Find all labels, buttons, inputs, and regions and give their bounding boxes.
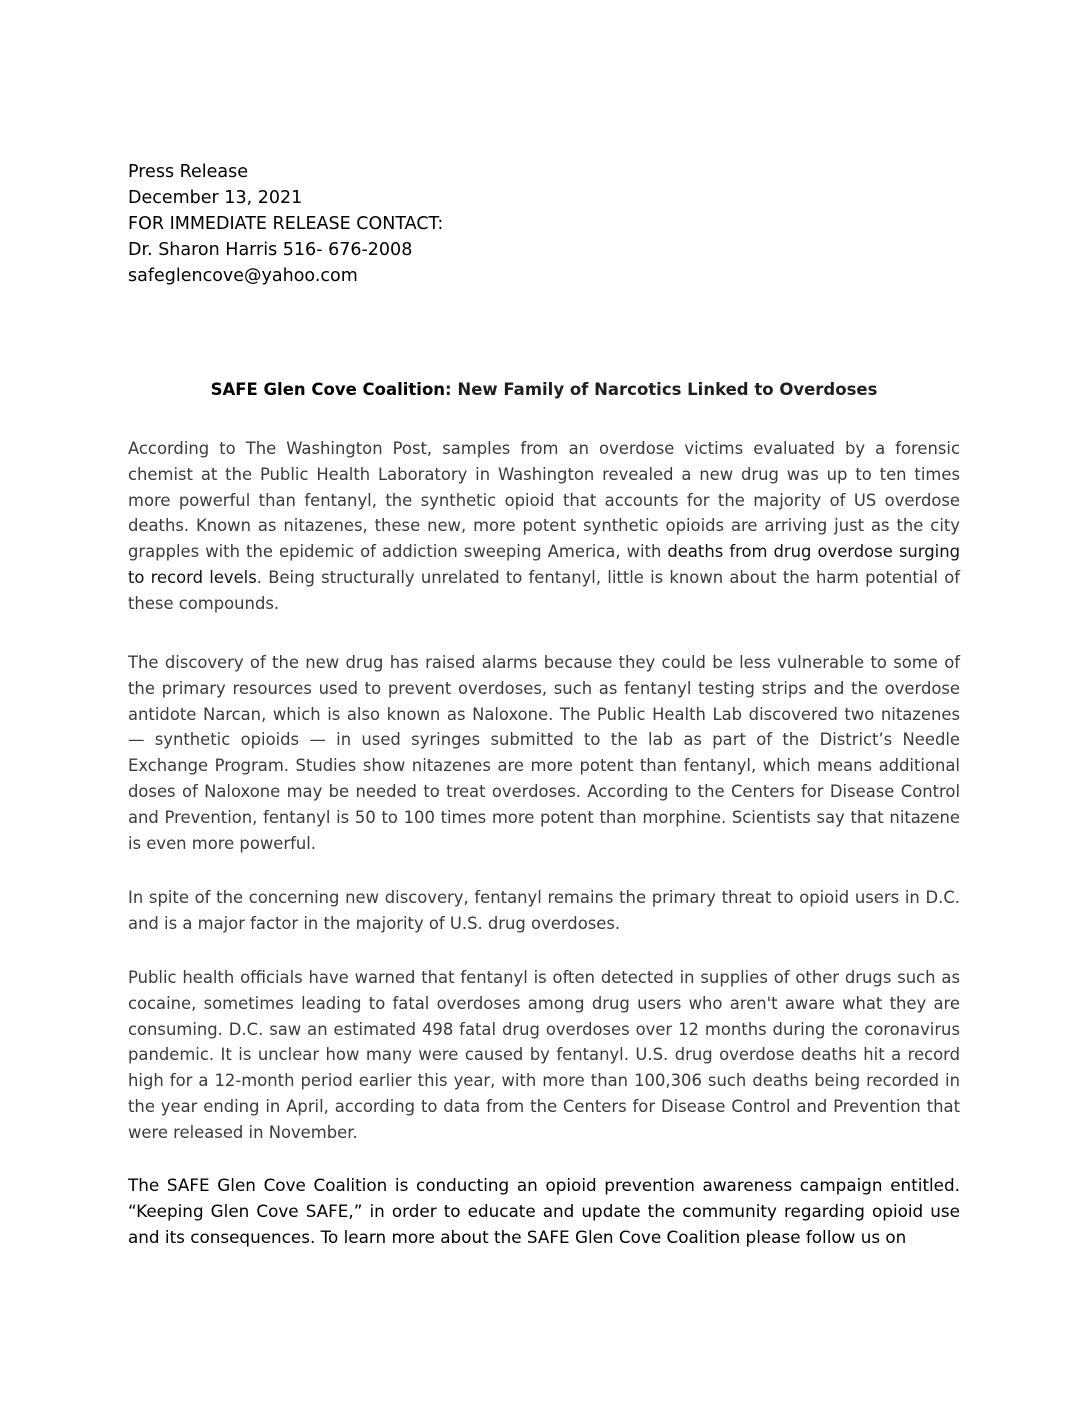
contact-email: safeglencove@yahoo.com (128, 266, 358, 286)
release-header (128, 159, 628, 289)
contact-person: Dr. Sharon Harris 516- 676-2008 (128, 240, 413, 260)
release-label: Press Release (128, 162, 248, 182)
paragraph-1-part-a: According to The Washington Post, samples from an overdose victims evaluated by a forensic chemist at the Public Health Laboratory in Washington revealed a new drug was up to ten times more powerful than fentanyl, the synthetic opioid that accounts for the majority of US overdose deaths. Known as nitazenes, these new, more potent synthetic opioids are arriving just as the city grapples with the epidemic of addiction sweeping America, with (128, 439, 960, 562)
headline-org: SAFE Glen Cove Coalition (210, 380, 446, 399)
contact-heading: FOR IMMEDIATE RELEASE CONTACT: (128, 214, 444, 234)
paragraph-1-part-c: . Being structurally unrelated to fentanyl, little is known about the harm potential of these compounds. (128, 567, 960, 613)
release-date: December 13, 2021 (128, 188, 303, 208)
headline-title: : New Family of Narcotics Linked to Overdoses (445, 380, 878, 399)
paragraph-3: In spite of the concerning new discovery, fentanyl remains the primary threat to opioid users in D.C. and is a major factor in the majority of U.S. drug overdoses. (128, 888, 960, 933)
paragraph-1-highlight: deaths from drug overdose surging to record levels (128, 542, 960, 587)
headline (128, 378, 960, 402)
paragraph-4: Public health officials have warned that fentanyl is often detected in supplies of other drugs such as cocaine, sometimes leading to fatal overdoses among drug users who aren't aware what they are consuming. D.C. saw an estimated 498 fatal drug overdoses over 12 months during the coronavirus pandemic. It is unclear how many were caused by fentanyl. U.S. drug overdose deaths hit a record high for a 12-month period earlier this year, with more than 100,306 such deaths being recorded in the year ending in April, according to data from the Centers for Disease Control and Prevention that were released in November. (128, 968, 960, 1142)
paragraph-1 (128, 436, 960, 617)
paragraph-2: The discovery of the new drug has raised alarms because they could be less vulnerable to some of the primary resources used to prevent overdoses, such as fentanyl testing strips and the overdose antidote Narcan, which is also known as Naloxone. The Public Health Lab discovered two nitazenes — synthetic opioids — in used syringes submitted to the lab as part of the District’s Needle Exchange Program. Studies show nitazenes are more potent than fentanyl, which means additional doses of Naloxone may be needed to treat overdoses. According to the Centers for Disease Control and Prevention, fentanyl is 50 to 100 times more potent than morphine. Scientists say that nitazene is even more powerful. (128, 653, 960, 853)
paragraph-5: The SAFE Glen Cove Coalition is conducting an opioid prevention awareness campaign entitled. “Keeping Glen Cove SAFE,” in order to educate and update the community regarding opioid use and its consequences. To learn more about the SAFE Glen Cove Coalition please follow us on (128, 1175, 960, 1247)
